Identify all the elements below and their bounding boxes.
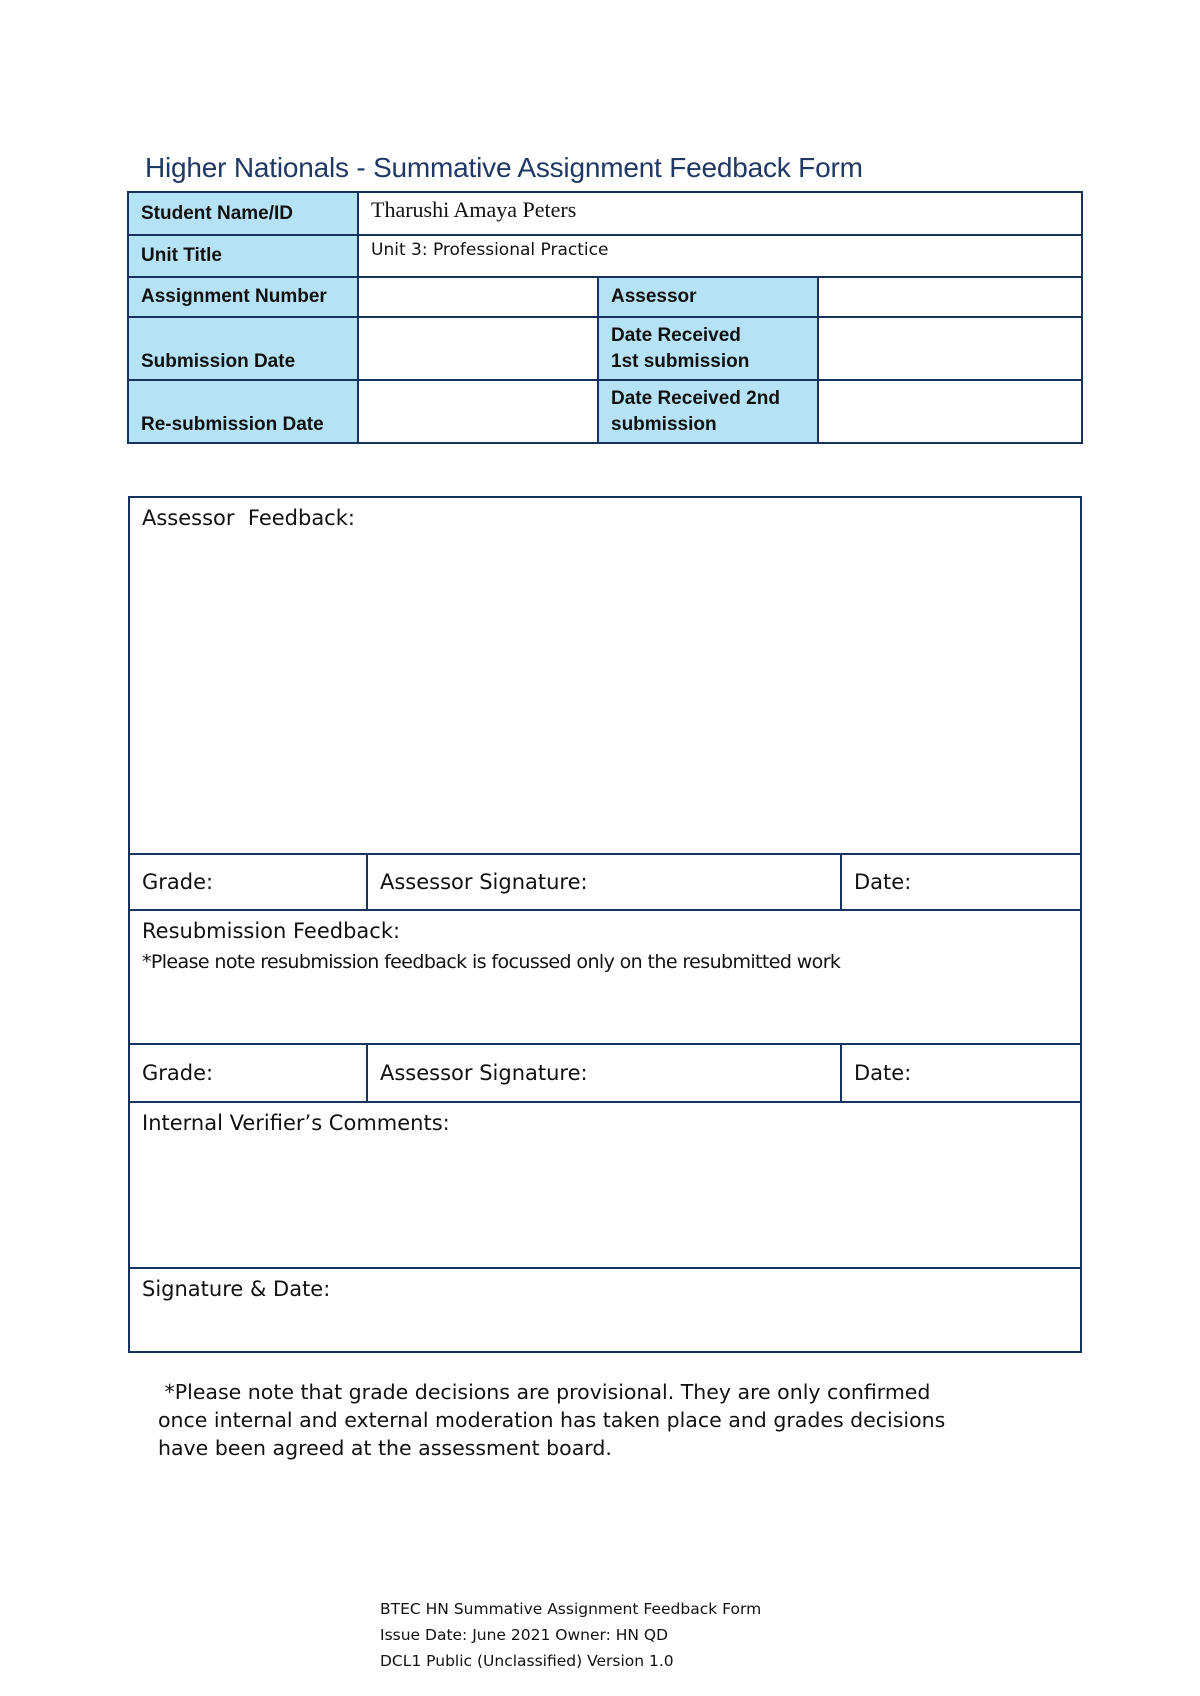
date-received-1st-label-line2: 1st submission <box>611 350 750 372</box>
iv-comments-label: Internal Verifier’s Comments: <box>142 1111 450 1135</box>
assessor-signature-field-2[interactable]: Assessor Signature: <box>367 1044 841 1102</box>
assessor-field[interactable] <box>818 277 1082 317</box>
footer-line-2: Issue Date: June 2021 Owner: HN QD <box>380 1626 669 1644</box>
disclaimer-line-1: *Please note that grade decisions are provisional. They are only confirmed <box>158 1380 931 1404</box>
student-row <box>128 192 1082 235</box>
grade-disclaimer <box>158 1378 1038 1462</box>
unit-row <box>128 235 1082 277</box>
page-footer <box>380 1596 761 1674</box>
date-received-2nd-label-line1: Date Received 2nd <box>611 387 780 409</box>
grade-row-1 <box>129 854 1081 910</box>
feedback-table <box>128 496 1082 1353</box>
date-received-2nd-label-line2: submission <box>611 413 717 435</box>
date-received-1st-field[interactable] <box>818 317 1082 380</box>
resubmission-row <box>128 380 1082 443</box>
assessor-label: Assessor <box>598 277 818 317</box>
resubmission-note: *Please note resubmission feedback is focussed only on the resubmitted work <box>142 951 841 973</box>
assessor-feedback-box[interactable] <box>129 497 1081 854</box>
disclaimer-line-2: once internal and external moderation has taken place and grades decisions <box>158 1408 946 1432</box>
assessor-feedback-row <box>129 497 1081 854</box>
student-info-table <box>127 191 1083 444</box>
student-name-label: Student Name/ID <box>128 192 358 235</box>
signature-date-label: Signature & Date: <box>142 1277 331 1301</box>
iv-comments-box[interactable] <box>129 1102 1081 1268</box>
grade-field-2[interactable]: Grade: <box>129 1044 367 1102</box>
date-received-2nd-field[interactable] <box>818 380 1082 443</box>
resubmission-date-label: Re-submission Date <box>128 380 358 443</box>
assignment-number-field[interactable] <box>358 277 598 317</box>
assignment-number-label: Assignment Number <box>128 277 358 317</box>
date-received-1st-label-line1: Date Received <box>611 324 741 346</box>
date-received-2nd-label <box>598 380 818 443</box>
unit-title-field[interactable]: Unit 3: Professional Practice <box>358 235 1082 277</box>
resubmission-date-field[interactable] <box>358 380 598 443</box>
signature-date-box[interactable] <box>129 1268 1081 1352</box>
iv-comments-row <box>129 1102 1081 1268</box>
disclaimer-line-3: have been agreed at the assessment board. <box>158 1436 612 1460</box>
resubmission-feedback-box[interactable] <box>129 910 1081 1044</box>
signature-date-row <box>129 1268 1081 1352</box>
date-received-1st-label <box>598 317 818 380</box>
assignment-row <box>128 277 1082 317</box>
student-name-field[interactable]: Tharushi Amaya Peters <box>358 192 1082 235</box>
date-field-2[interactable]: Date: <box>841 1044 1081 1102</box>
submission-date-label: Submission Date <box>128 317 358 380</box>
resubmission-feedback-row <box>129 910 1081 1044</box>
grade-field-1[interactable]: Grade: <box>129 854 367 910</box>
assessor-feedback-label: Assessor Feedback: <box>142 506 355 530</box>
submission-row <box>128 317 1082 380</box>
footer-line-1: BTEC HN Summative Assignment Feedback Form <box>380 1600 762 1618</box>
footer-line-3: DCL1 Public (Unclassified) Version 1.0 <box>380 1652 674 1670</box>
assessor-signature-field-1[interactable]: Assessor Signature: <box>367 854 841 910</box>
form-title: Higher Nationals - Summative Assignment Feedback Form <box>145 152 863 183</box>
date-field-1[interactable]: Date: <box>841 854 1081 910</box>
resubmission-feedback-label: Resubmission Feedback: <box>142 919 401 943</box>
unit-title-label: Unit Title <box>128 235 358 277</box>
grade-row-2 <box>129 1044 1081 1102</box>
submission-date-field[interactable] <box>358 317 598 380</box>
